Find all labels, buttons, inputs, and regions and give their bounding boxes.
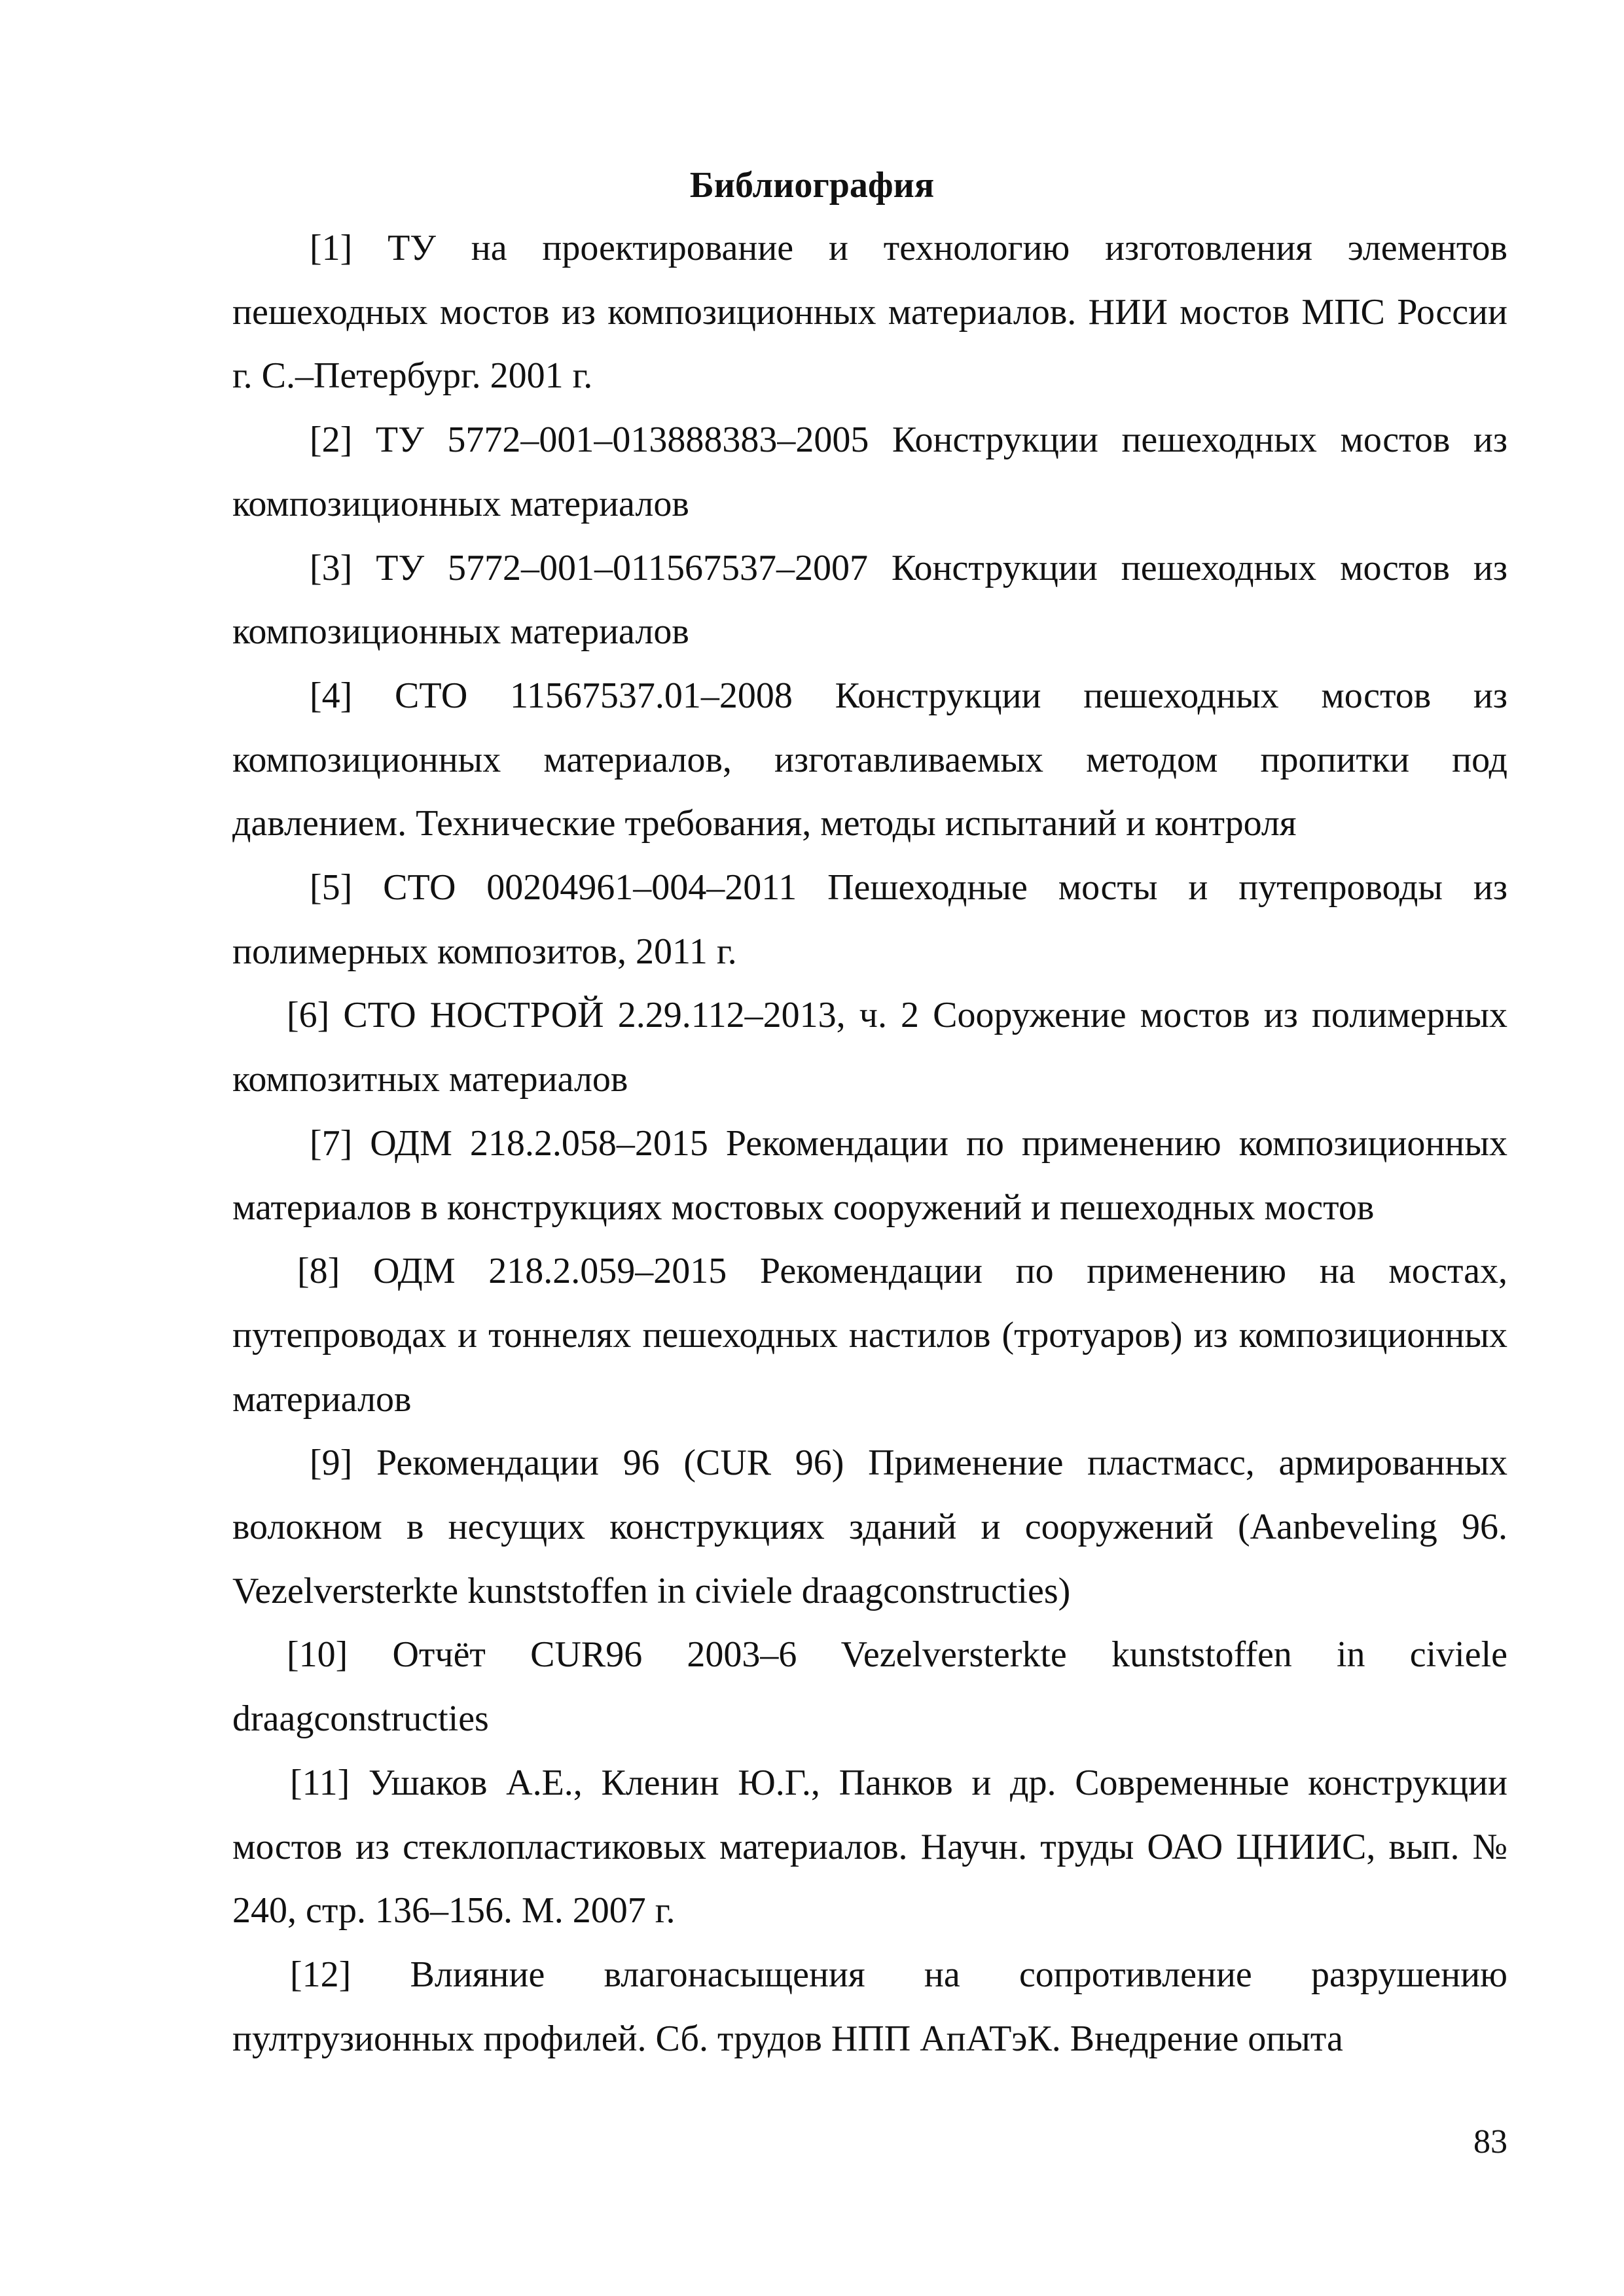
reference-item: [9] Рекомендации 96 (CUR 96) Применение пластмасс, армированных волокном в несущих конструкциях зданий и сооружений (Aanbeveling 96. Vezelversterkte kunststoffen in civiele draagconstructies) <box>232 1443 1507 1611</box>
bibliography-title: Библиография <box>689 165 935 206</box>
reference-item: [11] Ушаков А.Е., Кленин Ю.Г., Панков и др. Современные конструкции мостов из стеклопластиковых материалов. Научн. труды ОАО ЦНИИС, вып. № 240, стр. 136–156. М. 2007 г. <box>232 1762 1507 1931</box>
reference-list <box>232 217 1507 2071</box>
reference-item: [5] СТО 00204961–004–2011 Пешеходные мосты и путепроводы из полимерных композитов, 2011 г. <box>232 867 1507 972</box>
reference-item: [7] ОДМ 218.2.058–2015 Рекомендации по применению композиционных материалов в конструкциях мостовых сооружений и пешеходных мостов <box>232 1122 1507 1228</box>
reference-item: [6] СТО НОСТРОЙ 2.29.112–2013, ч. 2 Сооружение мостов из полимерных композитных материалов <box>232 995 1507 1100</box>
reference-item: [4] СТО 11567537.01–2008 Конструкции пешеходных мостов из композиционных материалов, изготавливаемых методом пропитки под давлением. Технические требования, методы испытаний и контроля <box>232 675 1507 844</box>
reference-item: [1] ТУ на проектирование и технологию изготовления элементов пешеходных мостов из композиционных материалов. НИИ мостов МПС России г. С.–Петербург. 2001 г. <box>232 228 1507 397</box>
reference-item: [10] Отчёт CUR96 2003–6 Vezelversterkte kunststoffen in civiele draagconstructies <box>232 1634 1507 1740</box>
reference-item: [8] ОДМ 218.2.059–2015 Рекомендации по применению на мостах, путепроводах и тоннелях пешеходных настилов (тротуаров) из композиционных материалов <box>232 1251 1507 1420</box>
reference-item: [3] ТУ 5772–001–011567537–2007 Конструкции пешеходных мостов из композиционных материалов <box>232 547 1507 653</box>
reference-item: [12] Влияние влагонасыщения на сопротивление разрушению пултрузионных профилей. Сб. трудов НПП АпАТэК. Внедрение опыта <box>232 1954 1507 2059</box>
reference-item: [2] ТУ 5772–001–013888383–2005 Конструкции пешеходных мостов из композиционных материалов <box>232 420 1507 524</box>
page-number: 83 <box>1473 2123 1507 2161</box>
